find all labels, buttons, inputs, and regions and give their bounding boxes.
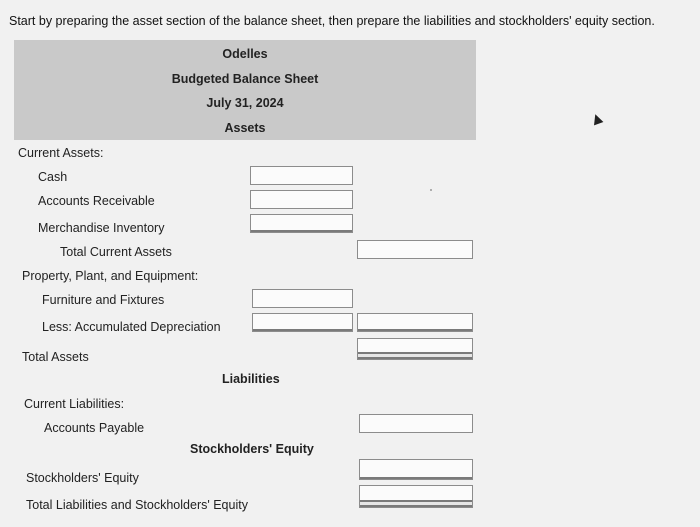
instruction-text: Start by preparing the asset section of the balance sheet, then prepare the liabilities and stockholders' equity section. xyxy=(9,14,655,28)
stockholders-equity-label: Stockholders' Equity xyxy=(26,471,139,485)
cash-label: Cash xyxy=(38,170,68,184)
statement-date: July 31, 2024 xyxy=(206,96,284,110)
total-current-assets-input[interactable] xyxy=(357,240,473,259)
merchandise-inventory-input[interactable] xyxy=(250,214,353,233)
accounts-receivable-input[interactable] xyxy=(250,190,353,209)
accounts-receivable-label: Accounts Receivable xyxy=(38,194,155,208)
liabilities-heading: Liabilities xyxy=(222,372,280,386)
total-assets-label: Total Assets xyxy=(22,350,89,364)
total-liabilities-equity-input[interactable] xyxy=(359,485,473,508)
current-assets-label: Current Assets: xyxy=(18,146,104,160)
furniture-fixtures-label: Furniture and Fixtures xyxy=(42,293,165,307)
total-liabilities-equity-label: Total Liabilities and Stockholders' Equity xyxy=(26,498,248,512)
accounts-payable-input[interactable] xyxy=(359,414,473,433)
furniture-fixtures-input[interactable] xyxy=(252,289,353,308)
statement-title: Budgeted Balance Sheet xyxy=(171,72,319,86)
assets-heading: Assets xyxy=(224,121,266,135)
stockholders-equity-heading: Stockholders' Equity xyxy=(190,442,314,456)
current-liabilities-label: Current Liabilities: xyxy=(24,397,125,411)
accumulated-depreciation-input[interactable] xyxy=(252,313,353,332)
ppe-net-input[interactable] xyxy=(357,313,473,332)
mouse-cursor-icon xyxy=(591,113,604,126)
ppe-label: Property, Plant, and Equipment: xyxy=(22,269,199,283)
stockholders-equity-input[interactable] xyxy=(359,459,473,480)
statement-header xyxy=(14,40,476,140)
total-assets-input[interactable] xyxy=(357,338,473,360)
speck-icon xyxy=(430,189,432,191)
accounts-payable-label: Accounts Payable xyxy=(44,421,145,435)
cash-input[interactable] xyxy=(250,166,353,185)
total-current-assets-label: Total Current Assets xyxy=(60,245,172,259)
company-name: Odelles xyxy=(222,47,268,61)
merchandise-inventory-label: Merchandise Inventory xyxy=(38,221,165,235)
accumulated-depreciation-label: Less: Accumulated Depreciation xyxy=(42,320,221,334)
